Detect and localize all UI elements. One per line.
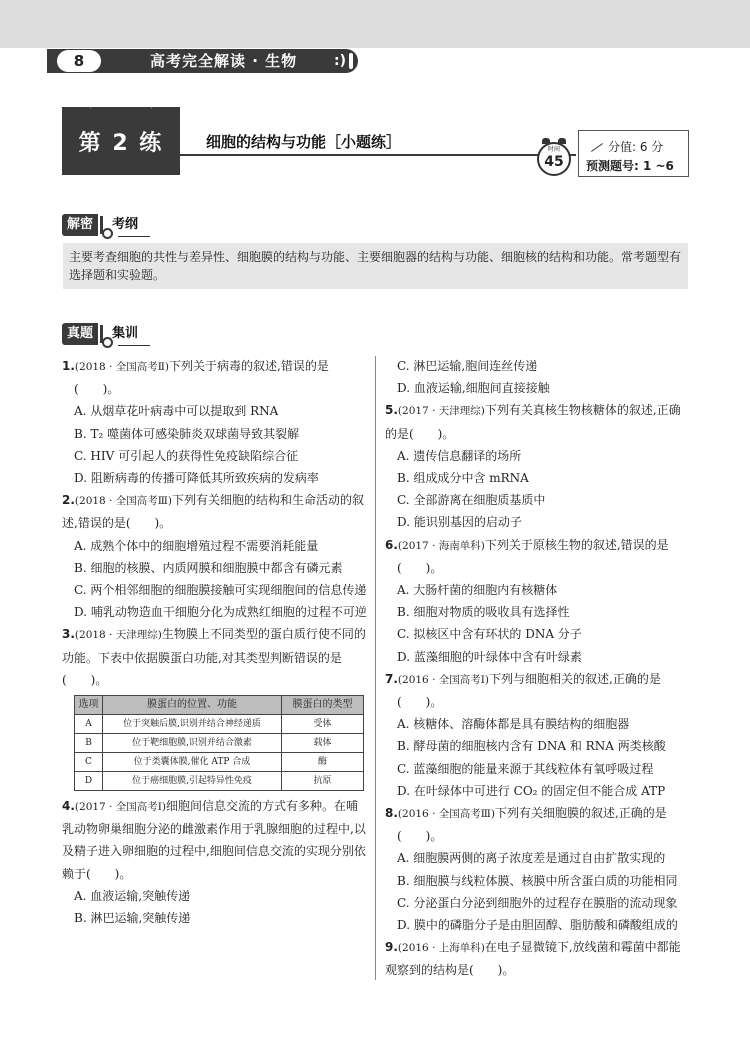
lesson-number: 第 2 练 xyxy=(78,131,164,156)
question-2: 2.(2018 · 全国高考Ⅲ)下列有关细胞的结构和生命活动的叙述,错误的是( )。 A. 成熟个体中的细胞增殖过程不需要消耗能量 B. 细胞的核膜、内质网膜和细胞膜中都含有磷元素 C. 两个相邻细胞的细胞膜接触可实现细胞间的信息传递 D. 哺乳动物造血干细胞分化为成熟红细胞的过程不可逆 xyxy=(62,489,367,623)
membrane-protein-table xyxy=(74,695,364,791)
top-band xyxy=(0,0,750,48)
table-row: D 位于癌细胞膜,引起特异性免疫 抗原 xyxy=(75,772,364,791)
lesson-arc-decoration xyxy=(90,100,152,118)
table-row: A 位于突触后膜,识别并结合神经递质 受体 xyxy=(75,715,364,734)
question-8: 8.(2016 · 全国高考Ⅲ)下列有关细胞膜的叙述,正确的是 ( )。 A. 细胞膜两侧的离子浓度差是通过自由扩散实现的 B. 细胞膜与线粒体膜、核膜中所含蛋白质的功能相同 C. 分泌蛋白分泌到细胞外的过程存在膜脂的流动现象 D. 膜中的磷脂分子是由胆固醇、脂肪酸和磷酸组成的 xyxy=(385,802,690,936)
question-5: 5.(2017 · 天津理综)下列有关真核生物核糖体的叙述,正确的是( )。 A. 遗传信息翻译的场所 B. 组成成分中含 mRNA C. 全部游离在细胞质基质中 D. 能识别基因的启动子 xyxy=(385,399,690,533)
option: B. 酵母菌的细胞核内含有 DNA 和 RNA 两类核酸 xyxy=(397,739,666,754)
option: D. 在叶绿体中可进行 CO₂ 的固定但不能合成 ATP xyxy=(397,783,666,798)
option: C. 两个相邻细胞的细胞膜接触可实现细胞间的信息传递 xyxy=(74,583,367,598)
right-column xyxy=(385,355,690,982)
question-4: 4.(2017 · 全国高考Ⅰ)细胞间信息交流的方式有多种。在哺乳动物卵巢细胞分泌的雌激素作用于乳腺细胞的过程中,以及精子进入卵细胞的过程中,细胞间信息交流的实现分别依赖于( )。 A. 血液运输,突触传递 B. 淋巴运输,突触传递 xyxy=(62,795,367,929)
syllabus-intro: 主要考查细胞的共性与差异性、细胞膜的结构与功能、主要细胞器的结构与功能、细胞核的结构和功能。常考题型有选择题和实验题。 xyxy=(63,243,688,289)
table-header: 膜蛋白的类型 xyxy=(282,696,364,715)
score-value: 分值: 6 分 xyxy=(590,138,663,155)
option: A. 细胞膜两侧的离子浓度差是通过自由扩散实现的 xyxy=(397,851,666,866)
clock-icon xyxy=(537,142,571,176)
table-row: B 位于靶细胞膜,识别并结合激素 载体 xyxy=(75,734,364,753)
option: D. 能识别基因的启动子 xyxy=(397,515,522,530)
clock-label: 时间 xyxy=(547,146,560,153)
option: A. 从烟草花叶病毒中可以提取到 RNA xyxy=(74,404,279,419)
ribbon-knot-icon xyxy=(98,323,108,345)
section-tag-jiemi: 解密 考纲 xyxy=(62,214,138,236)
header-decoration: :) xyxy=(334,52,364,70)
option: D. 阻断病毒的传播可降低其所致疾病的发病率 xyxy=(74,471,319,486)
option: B. 组成成分中含 mRNA xyxy=(397,471,529,486)
ribbon-knot-icon xyxy=(98,214,108,236)
lesson-rule xyxy=(180,154,576,156)
option: A. 成熟个体中的细胞增殖过程不需要消耗能量 xyxy=(74,538,319,553)
table-header: 膜蛋白的位置、功能 xyxy=(103,696,282,715)
option: D. 血液运输,细胞间直接接触 xyxy=(397,381,550,396)
column-divider xyxy=(375,356,376,980)
option: C. 蓝藻细胞的能量来源于其线粒体有氧呼吸过程 xyxy=(397,761,654,776)
option: B. 淋巴运输,突触传递 xyxy=(74,911,191,926)
left-column xyxy=(62,355,367,929)
option: C. 分泌蛋白分泌到细胞外的过程存在膜脂的流动现象 xyxy=(397,895,678,910)
option: B. 细胞膜与线粒体膜、核膜中所含蛋白质的功能相同 xyxy=(397,873,678,888)
tag-underline xyxy=(118,345,150,346)
question-3: 3.(2018 · 天津理综)生物膜上不同类型的蛋白质行使不同的功能。下表中依据膜蛋白功能,对其类型判断错误的是( )。 选项 膜蛋白的位置、功能 膜蛋白的类型 A 位于突触后膜,识别并结合神经递质 受体 B 位于靶细胞膜,识别并结合激素 载体 C 位于类囊体膜,催化 ATP 合成 酶 D 位于癌细胞膜,引起特异性免疫 抗原 xyxy=(62,623,367,791)
option: D. 蓝藻细胞的叶绿体中含有叶绿素 xyxy=(397,649,582,664)
option: D. 哺乳动物造血干细胞分化为成熟红细胞的过程不可逆 xyxy=(74,605,367,620)
option: C. 拟核区中含有环状的 DNA 分子 xyxy=(397,627,582,642)
section-tag-zhenti: 真题 集训 xyxy=(62,323,138,345)
question-7: 7.(2016 · 全国高考Ⅰ)下列与细胞相关的叙述,正确的是 ( )。 A. 核糖体、溶酶体都是具有膜结构的细胞器 B. 酵母菌的细胞核内含有 DNA 和 RNA 两类核酸 C. 蓝藻细胞的能量来源于其线粒体有氧呼吸过程 D. 在叶绿体中可进行 CO₂ 的固定但不能合成 ATP xyxy=(385,668,690,802)
clock-minutes: 45 xyxy=(544,154,564,170)
option: C. 全部游离在细胞质基质中 xyxy=(397,493,546,508)
question-4-continued xyxy=(385,355,690,399)
option: A. 核糖体、溶酶体都是具有膜结构的细胞器 xyxy=(397,717,630,732)
option: C. 淋巴运输,胞间连丝传递 xyxy=(397,359,538,373)
option: D. 膜中的磷脂分子是由胆固醇、脂肪酸和磷酸组成的 xyxy=(397,918,678,933)
table-row: C 位于类囊体膜,催化 ATP 合成 酶 xyxy=(75,753,364,772)
option: A. 大肠杆菌的细胞内有核糖体 xyxy=(397,583,558,598)
page-number: 8 xyxy=(57,50,101,72)
option: B. 细胞对物质的吸收具有选择性 xyxy=(397,605,570,620)
option: B. T₂ 噬菌体可感染肺炎双球菌导致其裂解 xyxy=(74,426,300,441)
tag-underline xyxy=(118,236,150,237)
question-9: 9.(2016 · 上海单科)在电子显微镜下,放线菌和霉菌中都能观察到的结构是( )。 xyxy=(385,940,681,978)
lesson-subtitle: 细胞的结构与功能［小题练］ xyxy=(206,133,402,151)
predicted-questions: 预测题号: 1 ~6 xyxy=(586,159,674,173)
option: C. HIV 可引起人的获得性免疫缺陷综合征 xyxy=(74,448,299,463)
option: A. 遗传信息翻译的场所 xyxy=(397,448,522,463)
book-title: 高考完全解读 · 生物 xyxy=(150,52,298,70)
table-header: 选项 xyxy=(75,696,103,715)
option: B. 细胞的核膜、内质网膜和细胞膜中都含有磷元素 xyxy=(74,560,343,575)
question-6: 6.(2017 · 海南单科)下列关于原核生物的叙述,错误的是 ( )。 A. 大肠杆菌的细胞内有核糖体 B. 细胞对物质的吸收具有选择性 C. 拟核区中含有环状的 DNA 分子 D. 蓝藻细胞的叶绿体中含有叶绿素 xyxy=(385,534,690,668)
question-1: 1.(2018 · 全国高考Ⅱ)下列关于病毒的叙述,错误的是 ( )。 A. 从烟草花叶病毒中可以提取到 RNA B. T₂ 噬菌体可感染肺炎双球菌导致其裂解 C. HIV 可引起人的获得性免疫缺陷综合征 D. 阻断病毒的传播可降低其所致疾病的发病率 xyxy=(62,355,367,489)
option: A. 血液运输,突触传递 xyxy=(74,888,191,903)
